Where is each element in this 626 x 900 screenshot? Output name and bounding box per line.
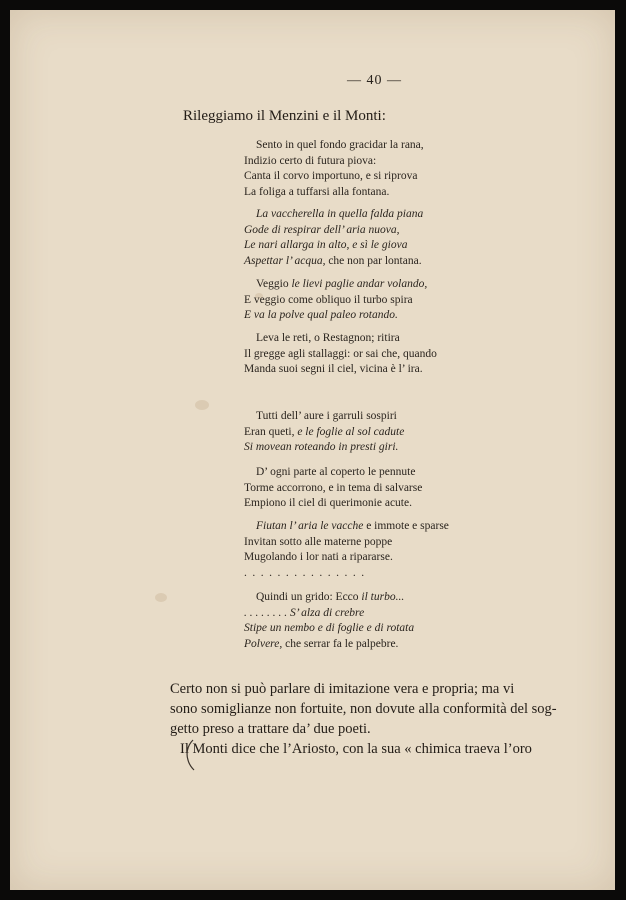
- paper-stain: [155, 593, 167, 602]
- poem-line-text: La vaccherella in quella falda piana: [256, 208, 424, 220]
- poem-line: [244, 621, 414, 637]
- poem-line-text: D’ ogni parte al coperto le pennute: [256, 466, 416, 478]
- poem-stanza: [244, 409, 404, 456]
- poem-line-text: Eran queti,: [244, 425, 298, 438]
- poem-stanza: [244, 277, 427, 324]
- poem-line-text: Mugolando i lor nati a ripararse.: [244, 551, 393, 563]
- poem-line-text: Tutti dell’ aure i garruli sospiri: [256, 410, 397, 422]
- prose-line: Il Monti dice che l’Ariosto, con la sua « chimica traeva l’oro: [180, 741, 532, 757]
- book-page: [10, 10, 615, 890]
- poem-line-text: E va la polve qual paleo rotando.: [244, 309, 398, 321]
- poem-line: [244, 293, 427, 309]
- poem-line-text: Quindi un grido: Ecco: [256, 591, 362, 603]
- poem-line-text: Gode di respirar dell’ aria nuova,: [244, 223, 400, 236]
- poem-line: [244, 481, 422, 497]
- poem-stanza: [244, 590, 414, 652]
- poem-line: [244, 308, 427, 324]
- poem-line: [244, 169, 424, 185]
- poem-line: [244, 207, 423, 223]
- poem-line-text: La foliga a tuffarsi alla fontana.: [244, 185, 390, 198]
- poem-line-text: ...............: [244, 566, 370, 579]
- poem-line: [244, 535, 449, 551]
- poem-line: [244, 425, 404, 441]
- poem-line: [244, 254, 423, 270]
- poem-line-text: Leva le reti, o Restagnon; ritira: [256, 332, 400, 344]
- poem-line-text: Si movean roteando in presti giri.: [244, 441, 399, 453]
- paper-stain: [195, 400, 209, 410]
- poem-line: [244, 409, 404, 425]
- poem-line-text: che serrar fa le palpebre.: [282, 637, 399, 650]
- page-number: — 40 —: [347, 73, 402, 88]
- poem-stanza: [244, 465, 422, 512]
- poem-line: [244, 606, 414, 622]
- poem-line-text: Fiutan l’ aria le vacche: [256, 520, 364, 532]
- poem-line: [244, 331, 437, 347]
- poem-stanza: [244, 519, 449, 581]
- poem-line: [244, 185, 424, 201]
- poem-line-text: Stipe un nembo e di foglie e di rotata: [244, 622, 415, 634]
- poem-line-text: Polvere,: [244, 637, 283, 650]
- poem-line: [244, 223, 423, 239]
- poem-line-text: Veggio: [256, 278, 292, 290]
- poem-line: [244, 238, 423, 254]
- poem-line-text: Canta il corvo importuno, e si riprova: [244, 170, 418, 182]
- intro-line: Rileggiamo il Menzini e il Monti:: [183, 108, 386, 124]
- poem-line-text: Sento in quel fondo gracidar la rana,: [256, 139, 424, 151]
- poem-line-text: Invitan sotto alle materne poppe: [244, 535, 393, 548]
- poem-line-text: Indizio certo di futura piova:: [244, 154, 377, 167]
- poem-stanza: [244, 138, 424, 200]
- prose-line: getto preso a trattare da’ due poeti.: [170, 721, 371, 737]
- prose-line: sono somiglianze non fortuite, non dovute alla conformità del sog-: [170, 701, 557, 717]
- poem-line-text: che non par lontana.: [325, 254, 422, 267]
- poem-line: [244, 465, 422, 481]
- poem-line-text: le lievi paglie andar volando,: [291, 278, 428, 290]
- poem-line: [244, 590, 414, 606]
- poem-line-text: E veggio come obliquo il turbo spira: [244, 293, 413, 306]
- poem-line: [244, 440, 404, 456]
- poem-line-text: il turbo...: [361, 591, 405, 603]
- poem-line-text: e immote e sparse: [363, 520, 449, 532]
- prose-line: Certo non si può parlare di imitazione vera e propria; ma vi: [170, 681, 515, 697]
- poem-line-text: Empiono il ciel di querimonie acute.: [244, 497, 412, 509]
- poem-line: [244, 496, 422, 512]
- poem-line: [244, 550, 449, 566]
- poem-line-text: e le foglie al sol cadute: [297, 425, 405, 438]
- poem-line: [244, 566, 449, 582]
- poem-stanza: [244, 207, 423, 269]
- poem-line-text: Manda suoi segni il ciel, vicina è l’ ira.: [244, 363, 423, 375]
- poem-stanza: [244, 331, 437, 378]
- poem-line-text: Il gregge agli stallaggi: or sai che, quando: [244, 347, 437, 360]
- poem-line-text: Torme accorrono, e in tema di salvarse: [244, 481, 423, 494]
- poem-line-text: Aspettar l’ acqua,: [244, 254, 326, 267]
- pencil-margin-mark: [184, 738, 198, 772]
- poem-line: [244, 637, 414, 653]
- poem-line: [244, 347, 437, 363]
- poem-line: [244, 362, 437, 378]
- poem-line: [244, 154, 424, 170]
- poem-line: [244, 519, 449, 535]
- poem-line: [244, 277, 427, 293]
- poem-line: [244, 138, 424, 154]
- poem-line-text: Le nari allarga in alto, e sì le giova: [244, 239, 408, 251]
- poem-line-text: . . . . . . . . S’ alza di crebre: [244, 606, 365, 619]
